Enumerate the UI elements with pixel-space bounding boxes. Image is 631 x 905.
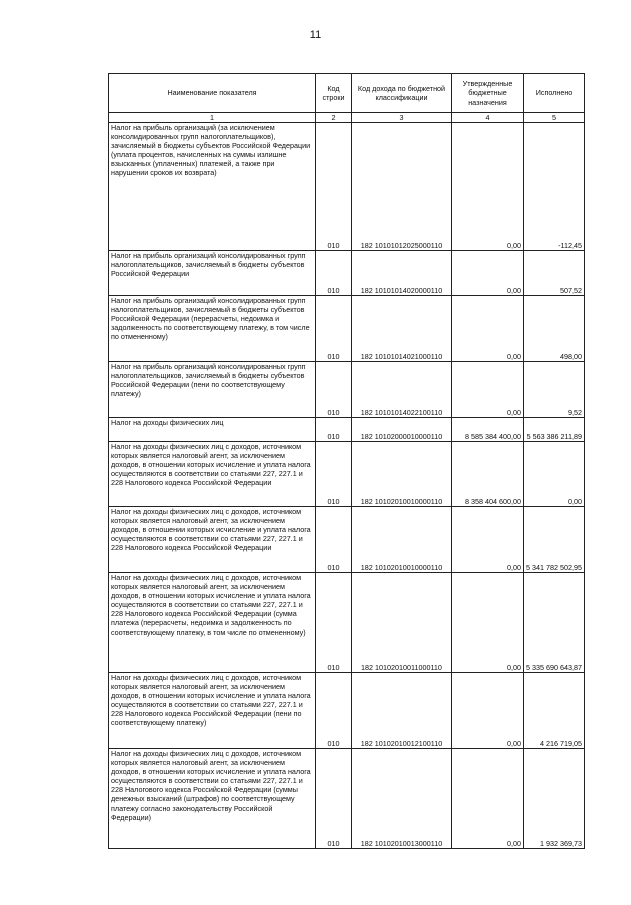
row-plan: 0,00 [452,123,524,251]
row-name: Налог на доходы физических лиц [109,418,316,442]
table-row [109,418,585,442]
row-plan: 0,00 [452,749,524,849]
row-code: 010 [316,123,352,251]
row-name: Налог на прибыль организаций консолидированных групп налогоплательщиков, зачисляемый в бюджеты субъектов Российской Федерации (перерасчеты, недоимка и задолженность по соответствующему платежу, в том числе по отмененному) [109,296,316,362]
row-kbk: 182 10102010011000110 [352,573,452,673]
row-kbk: 182 10102010013000110 [352,749,452,849]
report-table [108,73,585,849]
table-row [109,507,585,573]
table-row [109,573,585,673]
row-code: 010 [316,251,352,296]
row-name: Налог на доходы физических лиц с доходов, источником которых является налоговый агент, за исключением доходов, в отношении которых исчисление и уплата налога осуществляются в соответствии со статьями 227, 227.1 и 228 Налогового кодекса Российской Федерации [109,442,316,507]
table-row [109,251,585,296]
row-name: Налог на доходы физических лиц с доходов, источником которых является налоговый агент, за исключением доходов, в отношении которых исчисление и уплата налога осуществляются в соответствии со статьями 227, 227.1 и 228 Налогового кодекса Российской Федерации (сумма платежа (перерасчеты, недоимка и задолженность по соответствующему платежу, в том числе по отмененному) [109,573,316,673]
row-code: 010 [316,362,352,418]
row-done: 0,00 [524,442,585,507]
row-kbk: 182 10101014020000110 [352,251,452,296]
table-row [109,296,585,362]
row-code: 010 [316,573,352,673]
row-done: 5 563 386 211,89 [524,418,585,442]
column-number: 3 [352,113,452,123]
header-done: Исполнено [524,74,585,113]
row-code: 010 [316,507,352,573]
row-kbk: 182 10101014022100110 [352,362,452,418]
column-number: 4 [452,113,524,123]
row-kbk: 182 10102000010000110 [352,418,452,442]
row-code: 010 [316,418,352,442]
row-name: Налог на доходы физических лиц с доходов, источником которых является налоговый агент, за исключением доходов, в отношении которых исчисление и уплата налога осуществляются в соответствии со статьями 227, 227.1 и 228 Налогового кодекса Российской Федерации [109,507,316,573]
header-code: Код строки [316,74,352,113]
row-plan: 0,00 [452,296,524,362]
table-row [109,442,585,507]
row-kbk: 182 10102010012100110 [352,673,452,749]
table-row [109,123,585,251]
header-plan: Утвержденные бюджетные назначения [452,74,524,113]
row-code: 010 [316,673,352,749]
row-plan: 8 358 404 600,00 [452,442,524,507]
row-name: Налог на доходы физических лиц с доходов, источником которых является налоговый агент, за исключением доходов, в отношении которых исчисление и уплата налога осуществляются в соответствии со статьями 227, 227.1 и 228 Налогового кодекса Российской Федерации (пени по соответствующему платежу) [109,673,316,749]
row-name: Налог на доходы физических лиц с доходов, источником которых является налоговый агент, за исключением доходов, в отношении которых исчисление и уплата налога осуществляются в соответствии со статьями 227, 227.1 и 228 Налогового кодекса Российской Федерации (суммы денежных взысканий (штрафов) по соответствующему платежу согласно законодательству Российской Федерации) [109,749,316,849]
row-kbk: 182 10101014021000110 [352,296,452,362]
row-name: Налог на прибыль организаций консолидированных групп налогоплательщиков, зачисляемый в бюджеты субъектов Российской Федерации (пени по соответствующему платежу) [109,362,316,418]
row-name: Налог на прибыль организаций (за исключением консолидированных групп налогоплательщиков), зачисляемый в бюджеты субъектов Российской Федерации (уплата процентов, начисленных на суммы излишне взысканных (уплаченных) платежей, а также при нарушении сроков их возврата) [109,123,316,251]
row-done: 498,00 [524,296,585,362]
column-number-row [109,113,585,123]
row-kbk: 182 10102010010000110 [352,442,452,507]
table-row [109,749,585,849]
column-number: 5 [524,113,585,123]
row-kbk: 182 10102010010000110 [352,507,452,573]
column-number: 2 [316,113,352,123]
column-number: 1 [109,113,316,123]
table-row [109,362,585,418]
row-done: 1 932 369,73 [524,749,585,849]
row-done: -112,45 [524,123,585,251]
row-name: Налог на прибыль организаций консолидированных групп налогоплательщиков, зачисляемый в бюджеты субъектов Российской Федерации [109,251,316,296]
row-plan: 0,00 [452,362,524,418]
row-code: 010 [316,749,352,849]
row-done: 4 216 719,05 [524,673,585,749]
header-name: Наименование показателя [109,74,316,113]
row-done: 9,52 [524,362,585,418]
row-done: 5 341 782 502,95 [524,507,585,573]
row-code: 010 [316,296,352,362]
row-plan: 0,00 [452,251,524,296]
table-row [109,673,585,749]
row-done: 507,52 [524,251,585,296]
row-plan: 0,00 [452,507,524,573]
row-plan: 0,00 [452,673,524,749]
row-plan: 0,00 [452,573,524,673]
table-header [109,74,585,123]
row-plan: 8 585 384 400,00 [452,418,524,442]
page-number: 11 [309,29,322,41]
header-row [109,74,585,113]
row-kbk: 182 10101012025000110 [352,123,452,251]
table-body [109,123,585,849]
header-kbk: Код дохода по бюджетной классификации [352,74,452,113]
row-done: 5 335 690 643,87 [524,573,585,673]
row-code: 010 [316,442,352,507]
